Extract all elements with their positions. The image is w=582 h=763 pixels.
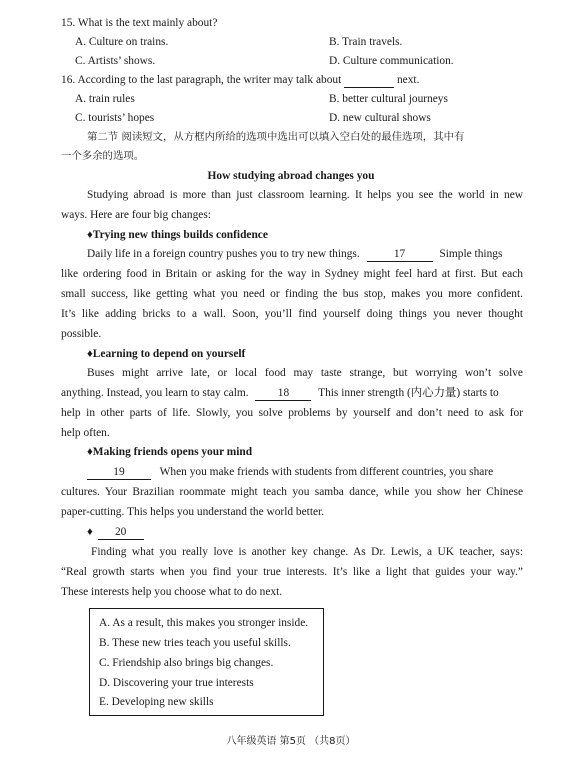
question-15-option-c: C. Artists’ shows. — [75, 55, 156, 67]
paragraph1-line1 — [87, 249, 502, 262]
question-15-option-a: A. Culture on trains. — [75, 36, 169, 48]
paragraph3-line2: cultures. Your Brazilian roommate might teach you samba dance, while you show her Chinese — [61, 486, 523, 498]
option-b[interactable]: B. These new tries teach you useful skills. — [99, 637, 291, 649]
question-16-option-b: B. better cultural journeys — [329, 93, 448, 105]
page-footer: 八年级英语 第5页 （共8页） — [226, 736, 356, 747]
heading-depend-on-yourself: ♦Learning to depend on yourself — [87, 348, 246, 360]
paragraph1-line2: like ordering food in Britain or asking for the way in Sydney might feel hard at first. But each — [61, 268, 523, 280]
heading-blank-20 — [87, 527, 144, 540]
paragraph1-line1-end: Simple things — [439, 248, 503, 260]
question-16-option-d: D. new cultural shows — [329, 112, 431, 124]
question-15-option-d: D. Culture communication. — [329, 55, 454, 67]
paragraph1-line4: It’s like adding bricks to a wall. Soon, you’ll find yourself doing things you never thought — [61, 308, 523, 320]
passage-title: How studying abroad changes you — [207, 170, 375, 182]
question-16-option-a: A. train rules — [75, 93, 135, 105]
blank-19[interactable]: 19 — [87, 467, 151, 480]
heading-trying-new-things: ♦Trying new things builds confidence — [87, 229, 268, 241]
paragraph3-line1-text: When you make friends with students from different countries, you share — [159, 466, 494, 478]
section-instruction-line2: 一个多余的选项。 — [61, 150, 145, 162]
question-16-stem — [61, 75, 419, 88]
blank-20[interactable]: 20 — [98, 527, 144, 540]
paragraph4-line1: Finding what you really love is another key change. As Dr. Lewis, a UK teacher, says: — [91, 546, 523, 558]
option-e[interactable]: E. Developing new skills — [99, 696, 214, 708]
paragraph2-line2 — [61, 388, 499, 401]
question-15-option-b: B. Train travels. — [329, 36, 403, 48]
blank-18[interactable]: 18 — [255, 388, 311, 401]
paragraph1-line1-text: Daily life in a foreign country pushes you to try new things. — [87, 248, 360, 260]
paragraph4-line3: These interests help you choose what to do next. — [61, 586, 283, 598]
option-d[interactable]: D. Discovering your true interests — [99, 677, 254, 689]
question-15-stem: 15. What is the text mainly about? — [61, 17, 218, 29]
heading4-bullet: ♦ — [87, 526, 93, 538]
question-16-option-c: C. tourists’ hopes — [75, 112, 155, 124]
paragraph2-line2-text: anything. Instead, you learn to stay calm. — [61, 387, 249, 399]
paragraph2-line4: help often. — [61, 427, 110, 439]
question-16-blank — [344, 75, 394, 88]
question-16-stem-text: 16. According to the last paragraph, the writer may talk about — [61, 74, 342, 86]
paragraph3-line1 — [87, 467, 493, 480]
paragraph3-line3: paper-cutting. This helps you understand the world better. — [61, 506, 325, 518]
heading-making-friends: ♦Making friends opens your mind — [87, 446, 253, 458]
options-box — [89, 608, 324, 716]
paragraph2-line2-end: This inner strength (内心力量) starts to — [318, 387, 499, 399]
paragraph4-line2: “Real growth starts when you find your true interests. It’s like a light that guides your way.” — [61, 566, 523, 578]
section-instruction-line1: 第二节 阅读短文，从方框内所给的选项中选出可以填入空白处的最佳选项，其中有 — [87, 131, 465, 143]
option-c[interactable]: C. Friendship also brings big changes. — [99, 657, 274, 669]
paragraph1-line5: possible. — [61, 328, 102, 340]
question-16-stem-end: next. — [396, 74, 420, 86]
intro-line-1: Studying abroad is more than just classroom learning. It helps you see the world in new — [87, 189, 523, 201]
paragraph2-line3: help in other parts of life. Slowly, you solve problems by yourself and don’t need to ask for — [61, 407, 523, 419]
option-a[interactable]: A. As a result, this makes you stronger inside. — [99, 617, 309, 629]
paragraph1-line3: small success, like getting what you need or finding the bus stop, makes you more confident. — [61, 288, 523, 300]
paragraph2-line1: Buses might arrive late, or local food may taste strange, but worrying won’t solve — [87, 367, 523, 379]
intro-line-2: ways. Here are four big changes: — [61, 209, 211, 221]
blank-17[interactable]: 17 — [367, 249, 433, 262]
